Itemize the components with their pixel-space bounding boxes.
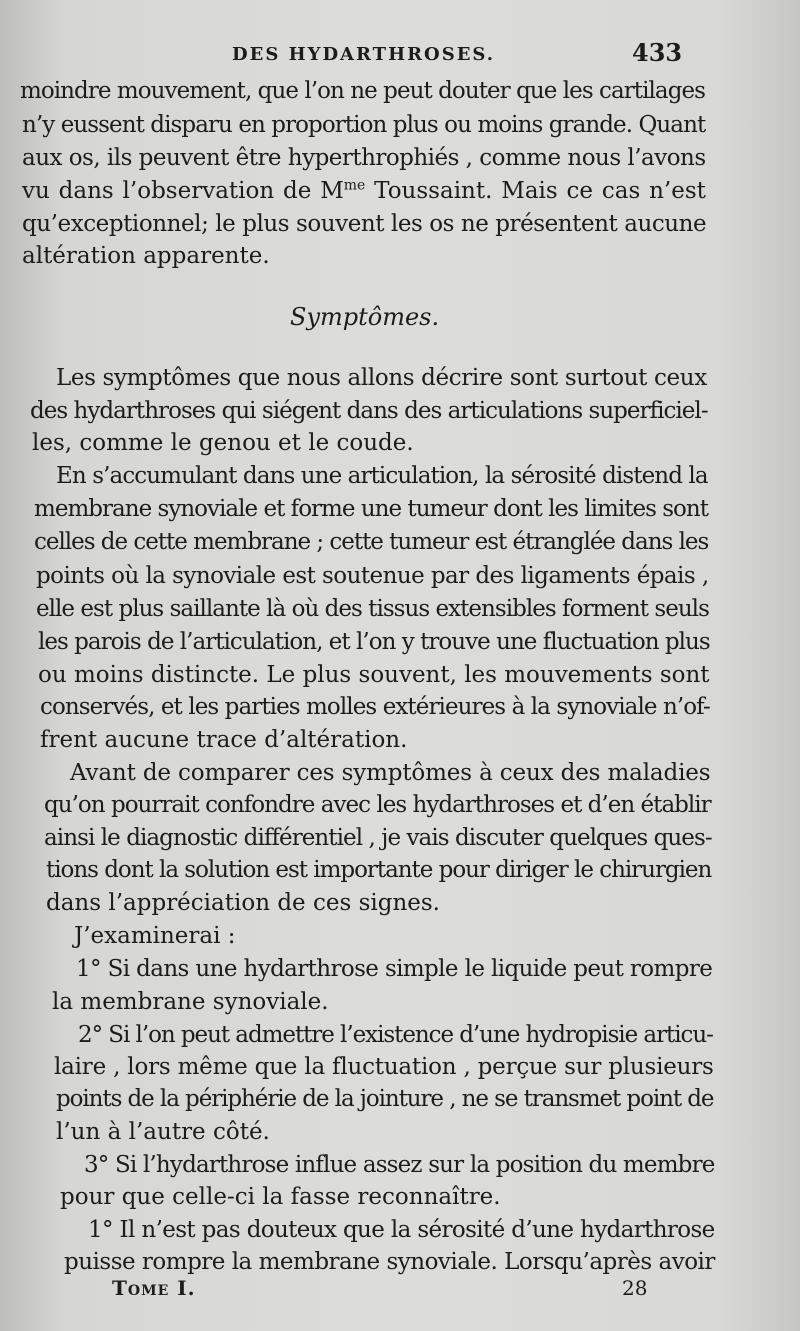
text-line: des hydarthroses qui siégent dans des articulations superficiel- <box>30 398 708 424</box>
text-line-part: vu dans l’observation de M <box>22 178 344 204</box>
section-heading: Symptômes. <box>290 303 440 331</box>
text-line: points où la synoviale est soutenue par des ligaments épais , <box>36 563 709 589</box>
text-line: frent aucune trace d’altération. <box>40 727 408 753</box>
text-line: 2° Si l’on peut admettre l’existence d’une hydropisie articu- <box>78 1022 713 1048</box>
text-line: puisse rompre la membrane synoviale. Lorsqu’après avoir <box>64 1249 715 1275</box>
text-line: Les symptômes que nous allons décrire sont surtout ceux <box>56 365 707 391</box>
text-line-part: Toussaint. Mais ce cas n’est <box>365 178 706 204</box>
text-line: pour que celle-ci la fasse reconnaître. <box>60 1184 501 1210</box>
text-line: 1° Il n’est pas douteux que la sérosité d’une hydarthrose <box>88 1217 715 1243</box>
text-line: qu’exceptionnel; le plus souvent les os ne présentent aucune <box>22 211 707 237</box>
text-line: la membrane synoviale. <box>52 989 329 1015</box>
text-line: qu’on pourrait confondre avec les hydarthroses et d’en établir <box>44 792 711 818</box>
text-line: les parois de l’articulation, et l’on y trouve une fluctuation plus <box>38 629 710 655</box>
text-line: n’y eussent disparu en proportion plus ou moins grande. Quant <box>22 112 706 138</box>
page-number: 433 <box>632 38 683 67</box>
text-line: aux os, ils peuvent être hyperthrophiés , comme nous l’avons <box>22 145 706 171</box>
page-footer <box>0 1276 800 1306</box>
text-line: laire , lors même que la fluctuation , perçue sur plusieurs <box>54 1054 714 1080</box>
text-line: membrane synoviale et forme une tumeur dont les limites sont <box>34 496 708 522</box>
volume-mark: Tome I. <box>112 1276 196 1300</box>
text-line: points de la périphérie de la jointure , ne se transmet point de <box>56 1086 714 1112</box>
text-line: ainsi le diagnostic différentiel , je vais discuter quelques ques- <box>44 825 712 851</box>
text-line: Avant de comparer ces symptômes à ceux des maladies <box>70 760 711 786</box>
text-line: J’examinerai : <box>74 923 236 949</box>
text-line: En s’accumulant dans une articulation, la sérosité distend la <box>56 463 708 489</box>
text-line: celles de cette membrane ; cette tumeur est étranglée dans les <box>34 529 709 555</box>
text-line: altération apparente. <box>22 243 270 269</box>
superscript: me <box>343 177 366 194</box>
text-line: moindre mouvement, que l’on ne peut douter que les cartilages <box>20 78 705 104</box>
text-line: tions dont la solution est importante pour diriger le chirurgien <box>46 857 712 883</box>
running-title: DES HYDARTHROSES. <box>232 44 496 65</box>
signature-mark: 28 <box>622 1276 648 1300</box>
text-line <box>22 176 706 206</box>
text-line: 1° Si dans une hydarthrose simple le liquide peut rompre <box>76 956 713 982</box>
text-line: les, comme le genou et le coude. <box>32 430 414 456</box>
text-line: 3° Si l’hydarthrose influe assez sur la position du membre <box>84 1152 715 1178</box>
text-line: ou moins distincte. Le plus souvent, les mouvements sont <box>38 662 710 688</box>
text-line: l’un à l’autre côté. <box>56 1119 270 1145</box>
text-line: dans l’appréciation de ces signes. <box>46 890 440 916</box>
text-line: conservés, et les parties molles extérieures à la synoviale n’of- <box>40 694 710 720</box>
text-line: elle est plus saillante là où des tissus extensibles forment seuls <box>36 596 709 622</box>
